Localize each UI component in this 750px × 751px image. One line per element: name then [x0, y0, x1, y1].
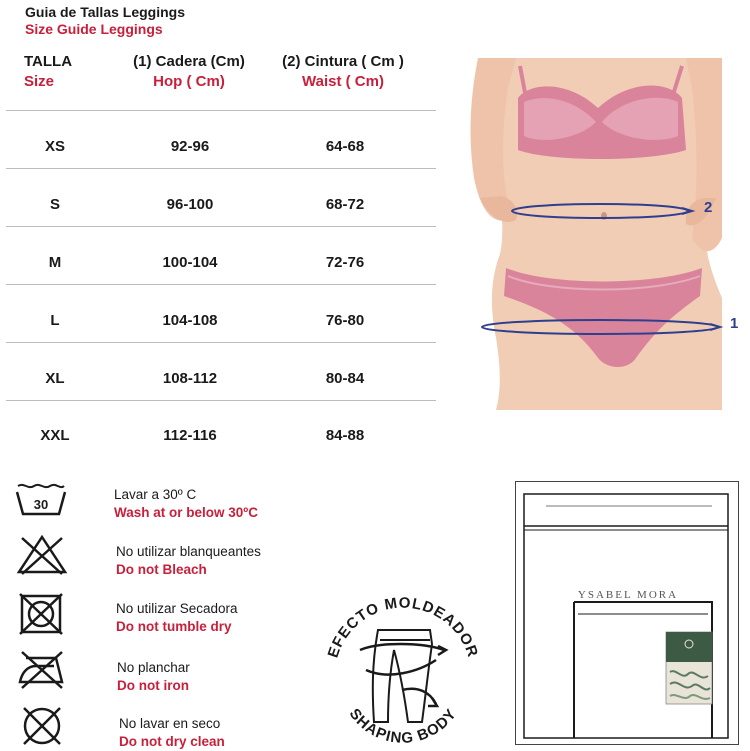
table-row	[0, 195, 440, 215]
care-dryclean-en: Do not dry clean	[119, 734, 225, 749]
row-waist: 68-72	[325, 196, 365, 213]
table-divider	[6, 110, 436, 111]
row-size: XS	[44, 138, 65, 155]
row-size: M	[48, 254, 62, 271]
row-size: XL	[45, 370, 65, 387]
header-hip-en: Hop ( Cm)	[153, 73, 225, 90]
care-dryclean-es: No lavar en seco	[119, 716, 221, 731]
row-hip: 96-100	[166, 196, 214, 213]
header-size-en: Size	[24, 73, 55, 90]
title-es: Guia de Tallas Leggings	[25, 4, 185, 20]
packaging-panel	[515, 481, 739, 745]
no-dry-clean-icon	[20, 704, 64, 748]
svg-text:EFECTO MOLDEADOR	[325, 594, 482, 659]
row-waist: 64-68	[325, 138, 365, 155]
row-size: XXL	[40, 427, 70, 444]
care-bleach-en: Do not Bleach	[116, 562, 207, 577]
row-hip: 104-108	[162, 312, 218, 329]
table-row	[0, 369, 440, 389]
row-size: L	[50, 312, 60, 329]
care-dryer-en: Do not tumble dry	[116, 619, 232, 634]
table-row	[0, 137, 440, 157]
table-row	[0, 253, 440, 273]
shaping-effect-badge	[318, 572, 488, 750]
table-divider	[6, 342, 436, 343]
packaging-brand: YSABEL MORA	[577, 589, 679, 601]
care-wash	[114, 486, 258, 522]
table-divider	[6, 226, 436, 227]
care-bleach-es: No utilizar blanqueantes	[116, 544, 261, 559]
row-waist: 72-76	[325, 254, 365, 271]
row-waist: 84-88	[325, 427, 365, 444]
header-waist-en: Waist ( Cm)	[302, 73, 384, 90]
care-bleach	[116, 543, 261, 579]
care-wash-es: Lavar a 30º C	[114, 487, 197, 502]
care-iron-en: Do not iron	[117, 678, 189, 693]
row-hip: 100-104	[162, 254, 218, 271]
header-size	[24, 52, 72, 92]
leggings-line-art-icon	[360, 630, 446, 722]
row-size: S	[49, 196, 60, 213]
row-waist: 76-80	[325, 312, 365, 329]
header-size-es: TALLA	[24, 53, 73, 70]
no-tumble-dry-icon	[18, 592, 64, 636]
header-waist	[268, 52, 418, 92]
hang-tag-icon	[666, 632, 712, 704]
table-row	[0, 426, 440, 446]
care-iron	[117, 659, 190, 695]
row-hip: 112-116	[163, 427, 217, 444]
wash-30-icon	[14, 480, 68, 518]
header-waist-es: (2) Cintura ( Cm )	[282, 53, 404, 70]
packaging-bag-illustration	[516, 482, 738, 744]
table-divider	[6, 284, 436, 285]
care-dryer	[116, 600, 238, 636]
shaping-bottom-text: SHAPING BODY	[345, 705, 461, 748]
no-bleach-icon	[16, 534, 68, 576]
table-row	[0, 311, 440, 331]
title-en: Size Guide Leggings	[25, 21, 163, 37]
header-hip-es: (1) Cadera (Cm)	[133, 53, 245, 70]
header-hip	[118, 52, 260, 92]
svg-text:SHAPING BODY	[346, 705, 461, 747]
table-divider	[6, 400, 436, 401]
shaping-top-text: EFECTO MOLDEADOR	[324, 594, 482, 660]
hip-label: 1	[730, 315, 739, 332]
care-dryer-es: No utilizar Secadora	[116, 601, 238, 616]
row-waist: 80-84	[325, 370, 365, 387]
care-iron-es: No planchar	[117, 660, 190, 675]
table-divider	[6, 168, 436, 169]
svg-text:30: 30	[33, 497, 49, 512]
waist-label: 2	[704, 199, 713, 216]
care-wash-en: Wash at or below 30ºC	[114, 505, 258, 520]
care-dryclean	[119, 715, 225, 751]
row-hip: 92-96	[170, 138, 210, 155]
body-measurement-figure	[460, 58, 742, 410]
row-hip: 108-112	[162, 370, 218, 387]
no-iron-icon	[16, 648, 66, 690]
